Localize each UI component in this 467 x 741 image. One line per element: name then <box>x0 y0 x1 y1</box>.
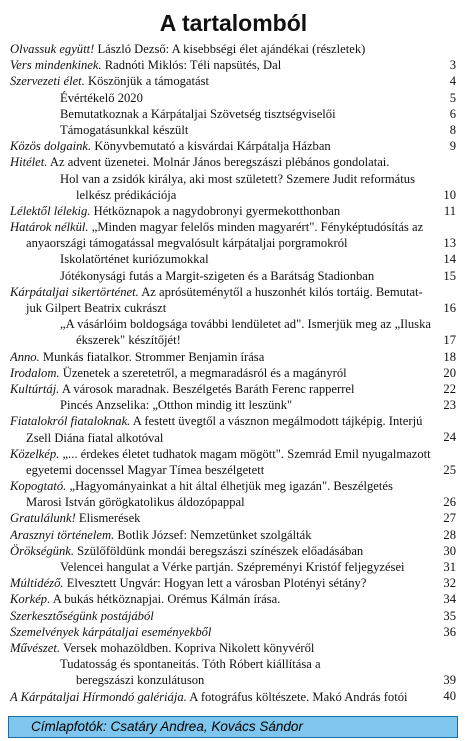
toc-entry-line <box>10 672 460 688</box>
toc-entry <box>10 381 460 397</box>
toc-page-number: 20 <box>443 365 456 380</box>
toc-page-number: 23 <box>443 398 456 413</box>
toc-page-number: 11 <box>443 203 456 218</box>
toc-entry-line <box>10 527 460 543</box>
toc-entry <box>10 251 460 267</box>
toc-page-number: 31 <box>443 559 456 574</box>
toc-entry-text: Az aprósüteménytől a huszonhét kilós tortáig. Bemutat- <box>141 284 423 299</box>
toc-entry-text: László Dezső: A kisebbségi élet ajándékai (részletek) <box>97 42 366 56</box>
page-title: A tartalomból <box>159 10 308 36</box>
toc-entry-line <box>10 494 460 510</box>
toc-entry <box>10 349 460 365</box>
toc-entry-text: A festett üvegtől a vásznon megálmodott tájképig. Interjú <box>132 414 423 429</box>
toc-entry-text: egyetemi docenssel Magyar Tímea beszélgetett <box>26 462 265 477</box>
toc-page-number: 13 <box>443 236 456 251</box>
toc-entry-line <box>10 543 460 559</box>
toc-entry <box>10 640 460 656</box>
toc-entry-line <box>10 349 460 365</box>
toc-entry-text: Köszönjük a támogatást <box>88 74 210 89</box>
toc-entry-line <box>10 187 460 203</box>
toc-entry-line <box>10 510 460 526</box>
toc-section-label: Közelkép. <box>10 446 60 461</box>
toc-section-label: Szerkesztőségünk postájából <box>10 608 154 623</box>
toc-entry-line <box>10 90 460 106</box>
toc-entry-line <box>10 251 460 267</box>
toc-entry <box>10 268 460 284</box>
toc-entry-text: Velencei hangulat a Vérke partján. Szépreményi Kristóf feljegyzései <box>60 560 405 574</box>
toc-entry-line <box>10 106 460 122</box>
toc-page-number: 10 <box>443 187 456 202</box>
toc-entry-text: Marosi István görögkatolikus áldozópappal <box>26 495 245 510</box>
toc-entry-line <box>10 446 460 462</box>
toc-entry-text: A városok maradnak. Beszélgetés Baráth Ferenc rapperrel <box>61 381 355 396</box>
toc-entry-text: Versek mohazöldben. Kopriva Nikolett könyvéről <box>62 640 315 655</box>
toc-entry <box>10 203 460 219</box>
toc-entry <box>10 284 460 316</box>
toc-section-label: Kopogtató. <box>10 479 67 494</box>
toc-section-label: Szemelvények kárpátaljai eseményekből <box>10 624 212 639</box>
toc-entry-text: anyaországi támogatással megvalósult kárpátaljai porgramokról <box>26 236 348 251</box>
toc-entry <box>10 154 460 170</box>
toc-page-number: 14 <box>443 252 456 267</box>
toc-entry-line <box>10 413 460 429</box>
toc-page-number: 26 <box>443 495 456 510</box>
toc-entry-text: „A vásárlóim boldogsága további lendületet ad". Ismerjük meg az „Iluska <box>60 317 431 332</box>
toc-entry-text: Zsell Diána fiatal alkotóval <box>26 430 164 445</box>
toc-section-label: Hitélet. <box>10 155 48 170</box>
toc-entry-line <box>10 624 460 640</box>
toc-entry-text: Tudatosság és spontaneitás. Tóth Róbert kiállítása a <box>60 657 321 672</box>
toc-entry-text: Könyvbemutató a kisvárdai Kárpátalja Házban <box>94 139 331 154</box>
toc-entry <box>10 446 460 478</box>
toc-entry-text: Radnóti Miklós: Téli napsütés, Dal <box>104 58 282 73</box>
toc-entry-text: Elvesztett Ungvár: Hogyan lett a városban Plotényi sétány? <box>66 576 367 591</box>
toc-entry-text: Támogatásunkkal készült <box>60 122 189 137</box>
toc-entry <box>10 575 460 591</box>
toc-entry-text: Évértékelő 2020 <box>60 90 143 105</box>
toc-entry <box>10 413 460 445</box>
toc-entry-text: Hétköznapok a nagydobronyi gyermekotthonban <box>93 203 341 218</box>
toc-entry-line <box>10 591 460 607</box>
toc-entry-text: A bukás hétköznapjai. Orémus Kálmán írása. <box>52 592 281 607</box>
toc-entry-line <box>10 171 460 187</box>
toc-page-number: 22 <box>443 381 456 396</box>
toc-entry-line <box>10 138 460 154</box>
toc-page-number: 8 <box>449 122 456 137</box>
toc-entry-line <box>10 430 460 446</box>
toc-section-label: Múltidéző. <box>10 576 64 591</box>
toc-entry-text: Hol van a zsidók királya, aki most született? Szemere Judit református <box>60 171 415 186</box>
toc-section-label: Szervezeti élet. <box>10 74 85 89</box>
toc-entry <box>10 478 460 510</box>
toc-entry-line <box>10 73 460 89</box>
toc-entry <box>10 90 460 106</box>
toc-entry-line <box>10 122 460 138</box>
toc-section-label: Művészet. <box>10 640 61 655</box>
toc-page-number: 30 <box>443 543 456 558</box>
toc-entry <box>10 543 460 559</box>
toc-page-number: 40 <box>443 689 456 704</box>
toc-section-label: Arasznyi történelem. <box>10 527 115 542</box>
toc-entry-line <box>10 41 460 57</box>
toc-page-number: 17 <box>443 333 456 348</box>
toc-page-number: 28 <box>443 527 456 542</box>
toc-page-number: 27 <box>443 511 456 526</box>
toc-entry-text: Bemutatkoznak a Kárpátaljai Szövetség tisztségviselői <box>60 106 336 121</box>
toc-entry-text: Elismerések <box>78 511 141 526</box>
toc-entry <box>10 219 460 251</box>
toc-section-label: Vers mindenkinek. <box>10 58 102 73</box>
toc-entry <box>10 316 460 348</box>
toc-section-label: Fiatalokról fiataloknak. <box>10 414 131 429</box>
toc-entry <box>10 138 460 154</box>
toc-entry-text: Pincés Anzselika: „Otthon mindig itt leszünk" <box>60 398 293 413</box>
toc-entry-line <box>10 381 460 397</box>
toc-section-label: Olvassuk együtt! <box>10 42 95 56</box>
toc-entry-text: Az advent üzenetei. Molnár János beregszászi plébános gondolatai. <box>49 155 390 170</box>
toc-page-number: 24 <box>443 430 456 445</box>
toc-section-label: Gratulálunk! <box>10 511 76 526</box>
toc-page-number: 3 <box>449 58 456 73</box>
toc-entry-line <box>10 154 460 170</box>
toc-entry-line <box>10 608 460 624</box>
toc-entry <box>10 57 460 73</box>
toc-entry-line <box>10 575 460 591</box>
toc-entry-line <box>10 478 460 494</box>
toc-entry-text: „Minden magyar felelős minden magyarért". Fényképtudósítás az <box>91 220 424 235</box>
toc-entry <box>10 591 460 607</box>
toc-page-number: 6 <box>449 106 456 121</box>
toc-entry <box>10 689 460 705</box>
toc-entry-text: A fotográfus költészete. Makó András fotói <box>189 689 408 704</box>
toc-entry-line <box>10 316 460 332</box>
toc-entry-line <box>10 284 460 300</box>
toc-page-number: 18 <box>443 349 456 364</box>
toc-entry-line <box>10 57 460 73</box>
toc-entry-text: Botlik József: Nemzetünket szolgálták <box>117 527 312 542</box>
toc-entry-text: Szülőföldünk mondái beregszászi színészek előadásában <box>77 543 364 558</box>
toc-entry-text: Jótékonysági futás a Margit-szigeten és a Barátság Stadionban <box>60 268 375 283</box>
toc-page-number: 9 <box>449 139 456 154</box>
toc-entry-text: ékszerek" készítőjét! <box>76 333 181 348</box>
toc-page-number: 35 <box>443 608 456 623</box>
toc-section-label: Határok nélkül. <box>10 220 89 235</box>
toc-entry <box>10 397 460 413</box>
toc-page-number: 34 <box>443 592 456 607</box>
toc-entry-line <box>10 235 460 251</box>
toc-entry-line <box>10 397 460 413</box>
toc-entry-text: beregszászi konzulátuson <box>76 673 205 688</box>
toc-entry <box>10 122 460 138</box>
toc-entry-line <box>10 219 460 235</box>
cover-photo-credits: Címlapfotók: Csatáry Andrea, Kovács Sándor <box>8 716 458 738</box>
toc-page-number: 25 <box>443 462 456 477</box>
toc-entry <box>10 527 460 543</box>
toc-entry <box>10 73 460 89</box>
toc-entry-text: lelkész prédikációja <box>76 187 177 202</box>
toc-entry-line <box>10 332 460 348</box>
toc-entry <box>10 365 460 381</box>
toc-page-number: 4 <box>449 74 456 89</box>
toc-entry-line <box>10 300 460 316</box>
toc-entry-line <box>10 268 460 284</box>
toc-entry-line <box>10 689 460 705</box>
toc-entry <box>10 624 460 640</box>
toc-entry-line <box>10 640 460 656</box>
toc-entry-text: Üzenetek a szeretetről, a megmaradásról és a magányról <box>62 365 347 380</box>
toc-entry-text: Munkás fiatalkor. Strommer Benjamin írása <box>42 349 265 364</box>
toc-entry-text: „Hagyományainkat a hit által élhetjük meg igazán". Beszélgetés <box>69 479 393 494</box>
toc-section-label: Lélektől lélekig. <box>10 203 91 218</box>
toc-entry-line <box>10 462 460 478</box>
toc-entry-text: „... érdekes életet tudhatok magam mögött". Szemrád Emil nyugalmazott <box>62 446 431 461</box>
toc-section-label: A Kárpátaljai Hírmondó galériája. <box>10 689 187 704</box>
toc-entry-text: Iskolatörténet kuriózumokkal <box>60 252 209 267</box>
toc-entry-line <box>10 656 460 672</box>
toc-page-number: 5 <box>449 90 456 105</box>
toc-entry-line <box>10 559 460 575</box>
toc-section-label: Kárpátaljai sikertörténet. <box>10 284 139 299</box>
toc-page-number: 39 <box>443 673 456 688</box>
toc-section-label: Korkép. <box>10 592 51 607</box>
toc-entry <box>10 41 460 57</box>
toc-entry <box>10 171 460 203</box>
toc-section-label: Kultúrtáj. <box>10 381 60 396</box>
toc-entry-line <box>10 365 460 381</box>
toc-entry <box>10 559 460 575</box>
table-of-contents <box>10 41 460 705</box>
toc-entry-line <box>10 203 460 219</box>
toc-page-number: 32 <box>443 576 456 591</box>
toc-section-label: Örökségünk. <box>10 543 75 558</box>
toc-page-number: 15 <box>443 268 456 283</box>
toc-section-label: Anno. <box>10 349 40 364</box>
toc-entry <box>10 106 460 122</box>
toc-section-label: Közös dolgaink. <box>10 139 92 154</box>
toc-entry <box>10 656 460 688</box>
toc-page-number: 36 <box>443 624 456 639</box>
toc-entry <box>10 608 460 624</box>
toc-page-number: 16 <box>443 300 456 315</box>
toc-entry-text: juk Gilpert Beatrix cukrászt <box>26 301 167 315</box>
toc-section-label: Irodalom. <box>10 365 60 380</box>
toc-entry <box>10 510 460 526</box>
